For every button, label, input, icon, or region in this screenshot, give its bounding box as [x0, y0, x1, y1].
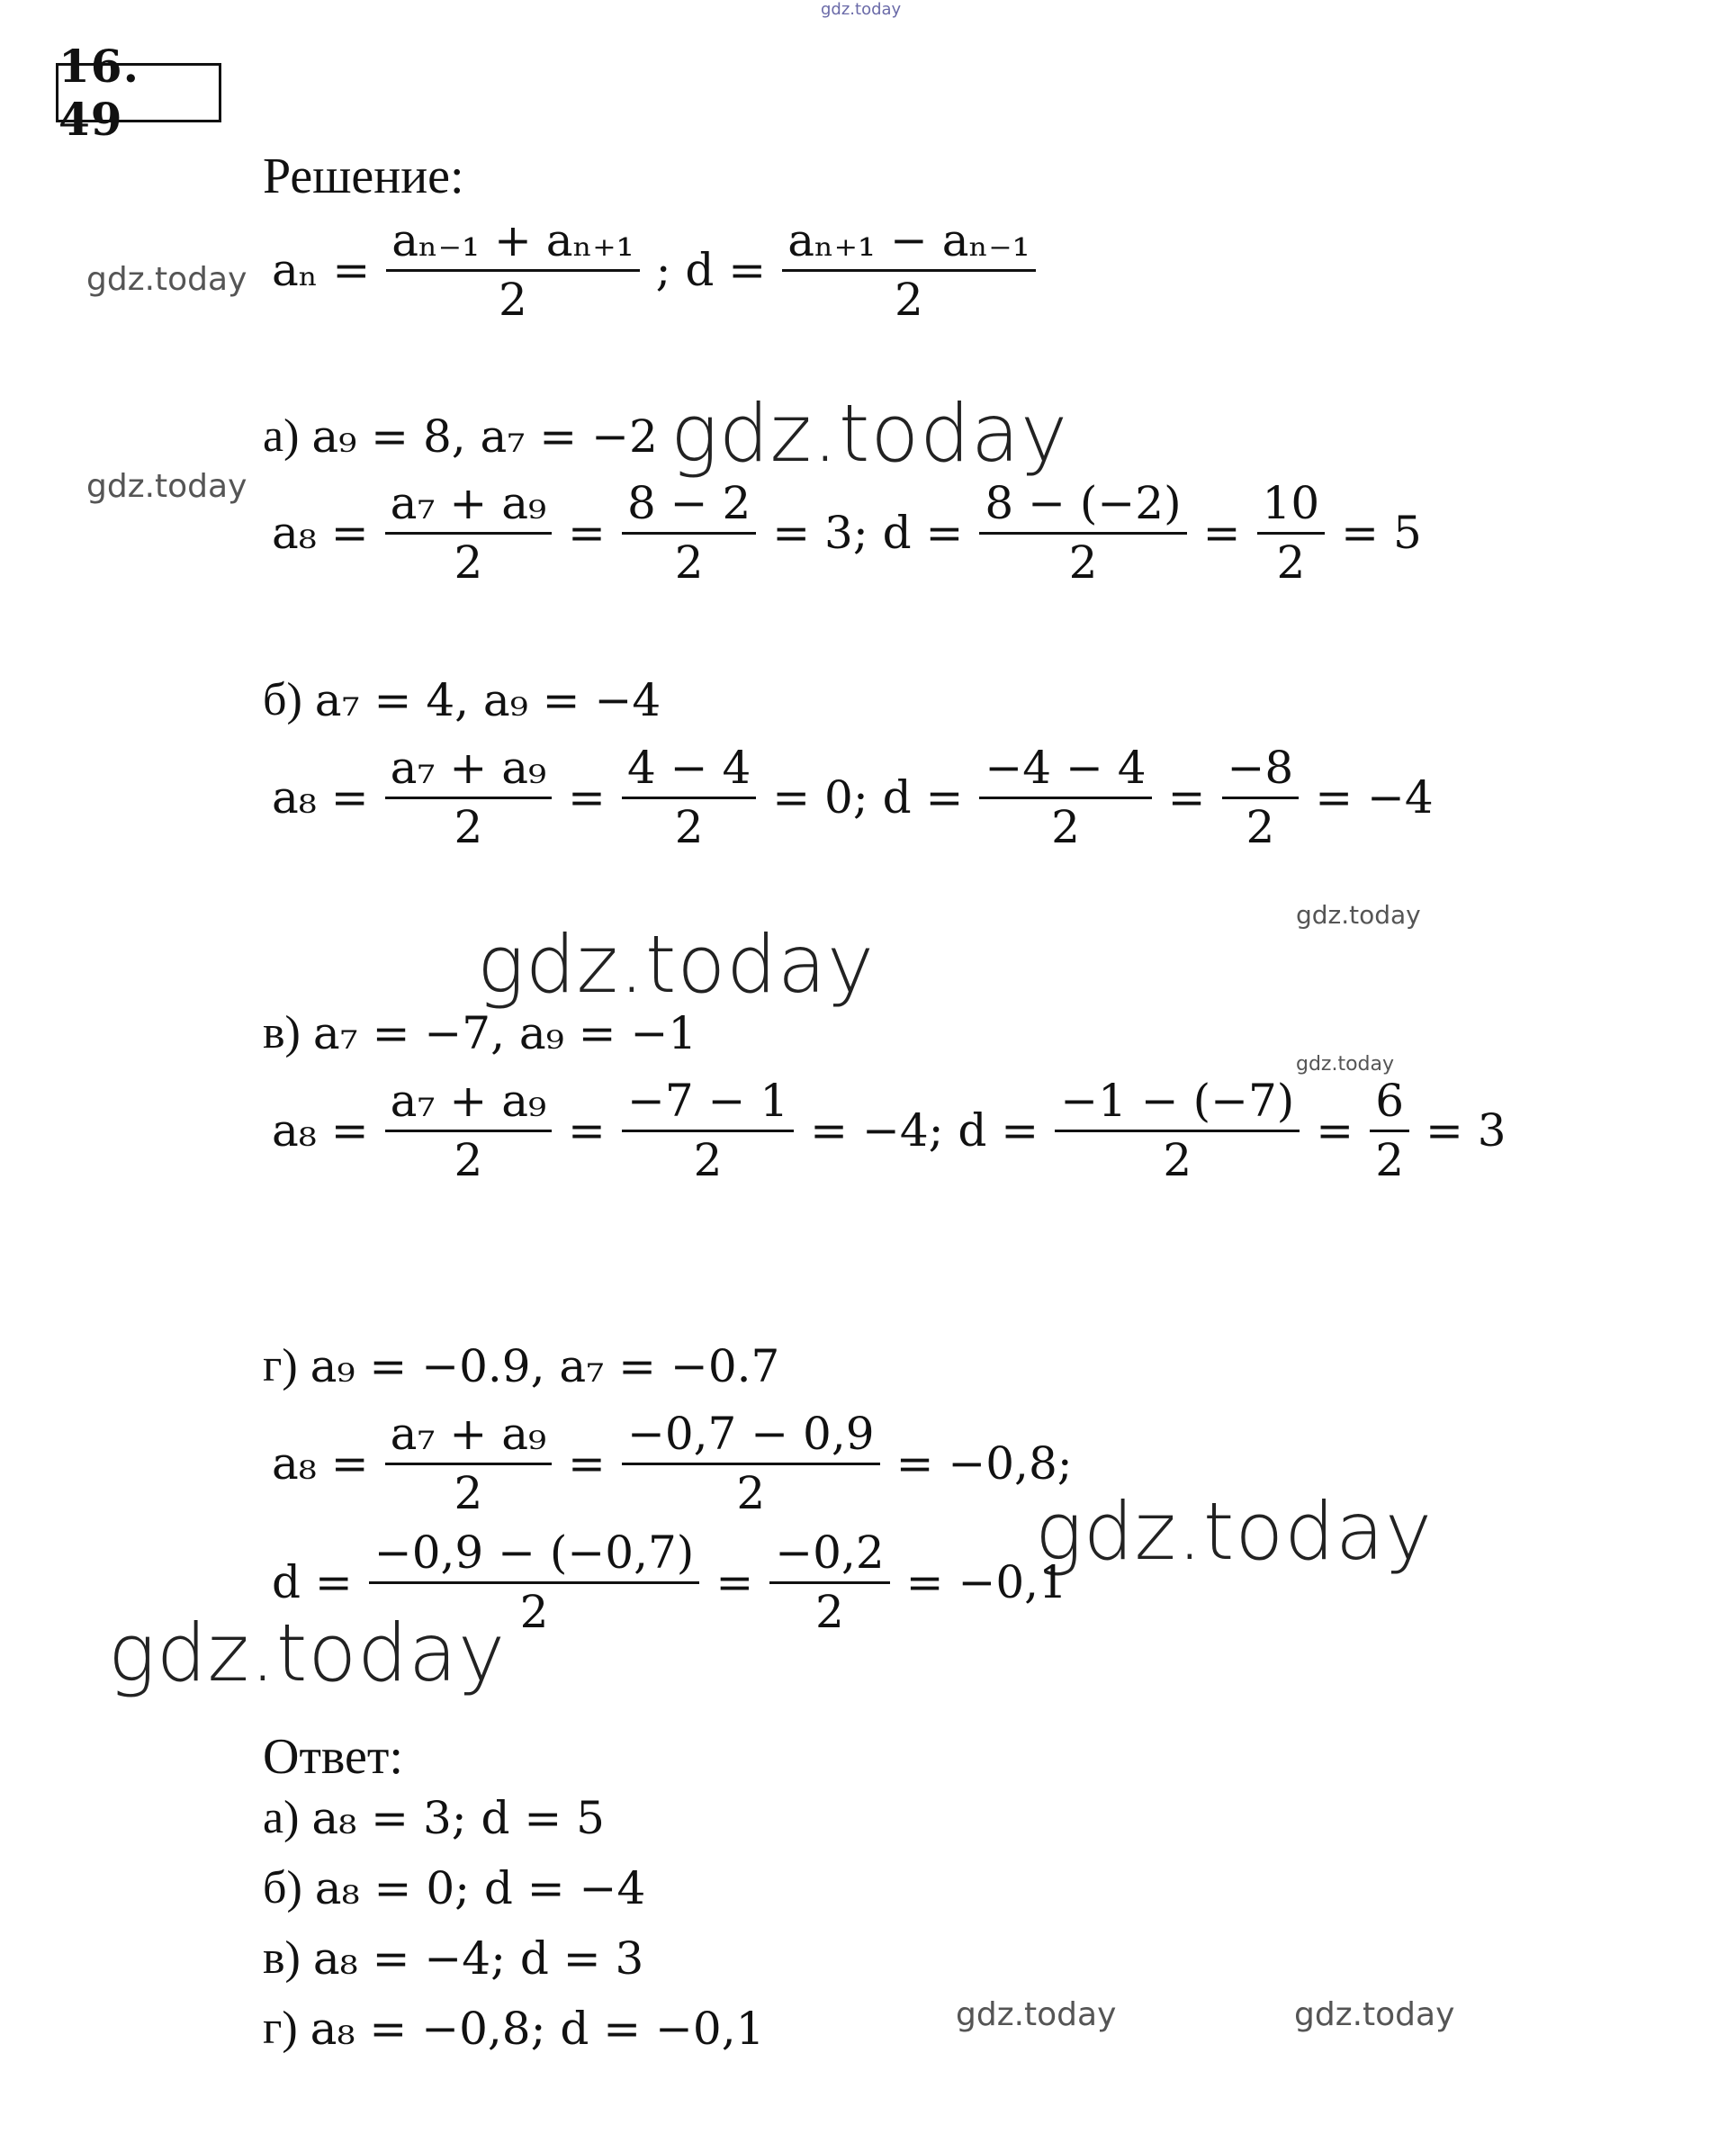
fraction-denominator: 2: [674, 536, 704, 589]
fraction-denominator: 2: [1246, 800, 1275, 853]
fraction-numerator: −7 − 1: [626, 1075, 789, 1127]
answer-line-g: [263, 2002, 764, 2055]
part-g-d-solution: [263, 1525, 1076, 1640]
watermark-bottom-2: gdz.today: [1294, 1996, 1455, 2033]
fraction: [369, 1525, 700, 1640]
fraction-numerator: aₙ₊₁ − aₙ₋₁: [787, 214, 1030, 266]
solution-heading: Решение:: [263, 149, 464, 204]
fraction-denominator: 2: [736, 1466, 766, 1519]
fraction-numerator: −0,7 − 0,9: [626, 1408, 875, 1460]
given-values: a₉ = −0.9, a₇ = −0.7: [310, 1339, 780, 1392]
equals: =: [1316, 1104, 1354, 1157]
fraction: [385, 1073, 552, 1188]
part-b-solution: [263, 740, 1443, 855]
fraction-denominator: 2: [454, 1466, 483, 1519]
a8-result-and-d: = 3; d =: [772, 507, 964, 559]
fraction-numerator: 4 − 4: [626, 742, 751, 794]
fraction-denominator: 2: [1051, 800, 1080, 853]
part-v-solution: [263, 1073, 1516, 1188]
part-label: б): [263, 674, 302, 725]
formula-fraction-an: [386, 212, 639, 328]
equals: =: [568, 771, 606, 824]
d-result: = −4: [1315, 771, 1434, 824]
d-result: = 5: [1341, 507, 1422, 559]
fraction: [1370, 1073, 1409, 1188]
fraction-denominator: 2: [454, 536, 483, 589]
watermark-left-1: gdz.today: [86, 261, 247, 298]
fraction-denominator: 2: [693, 1133, 723, 1186]
fraction-denominator: 2: [1375, 1133, 1405, 1186]
answer-label: в): [263, 1932, 301, 1984]
answer-line-a: [263, 1791, 605, 1844]
given-values: a₇ = −7, a₉ = −1: [312, 1006, 697, 1059]
answer-line-v: [263, 1931, 643, 1985]
fraction: [769, 1525, 889, 1640]
a8-lhs: a₈ =: [272, 507, 369, 559]
fraction: [622, 740, 756, 855]
watermark-top: gdz.today: [821, 0, 902, 19]
formula-fraction-d: [782, 212, 1035, 328]
d-result: = 3: [1426, 1104, 1507, 1157]
fraction-numerator: −0,9 − (−0,7): [373, 1526, 695, 1579]
answer-label: б): [263, 1862, 302, 1913]
fraction: [1222, 740, 1300, 855]
equals: =: [568, 1104, 606, 1157]
watermark-small-2: gdz.today: [1296, 1053, 1395, 1076]
fraction: [622, 1073, 794, 1188]
fraction-denominator: 2: [895, 273, 923, 326]
part-g-given: [263, 1339, 779, 1392]
fraction-numerator: a₇ + a₉: [390, 1075, 547, 1127]
watermark-large-1: gdz.today: [670, 387, 1069, 480]
general-formula: [263, 212, 1043, 328]
given-values: a₇ = 4, a₉ = −4: [314, 673, 661, 726]
part-b-given: [263, 673, 661, 726]
answer-text: a₈ = 0; d = −4: [314, 1861, 646, 1914]
fraction-numerator: a₇ + a₉: [390, 742, 547, 794]
fraction: [622, 475, 756, 590]
fraction-numerator: a₇ + a₉: [390, 1408, 547, 1460]
part-label: в): [263, 1007, 301, 1058]
fraction: [1257, 475, 1326, 590]
given-values: a₉ = 8, a₇ = −2: [311, 410, 658, 463]
fraction: [385, 740, 552, 855]
answer-line-b: [263, 1861, 645, 1914]
watermark-large-2: gdz.today: [477, 918, 876, 1011]
fraction-denominator: 2: [815, 1585, 844, 1638]
fraction-denominator: 2: [1276, 536, 1306, 589]
watermark-large-3: gdz.today: [1035, 1485, 1434, 1578]
part-v-given: [263, 1006, 697, 1059]
fraction-numerator: −0,2: [775, 1526, 885, 1579]
fraction-numerator: 8 − (−2): [985, 477, 1182, 529]
fraction-numerator: a₇ + a₉: [390, 477, 547, 529]
part-a-given: [263, 410, 658, 463]
fraction-denominator: 2: [499, 273, 527, 326]
fraction-denominator: 2: [674, 800, 704, 853]
part-a-solution: [263, 475, 1431, 590]
watermark-small-1: gdz.today: [1296, 900, 1421, 930]
part-label: а): [263, 410, 300, 462]
watermark-large-4: gdz.today: [108, 1607, 507, 1699]
fraction-numerator: 6: [1375, 1075, 1405, 1127]
fraction-denominator: 2: [454, 800, 483, 853]
fraction: [979, 740, 1151, 855]
watermark-left-2: gdz.today: [86, 468, 247, 505]
formula-separator: ; d =: [655, 244, 767, 296]
fraction-numerator: 10: [1262, 477, 1320, 529]
fraction-denominator: 2: [519, 1585, 549, 1638]
formula-lhs: aₙ =: [272, 244, 371, 296]
fraction: [385, 1406, 552, 1521]
fraction: [385, 475, 552, 590]
fraction-numerator: aₙ₋₁ + aₙ₊₁: [391, 214, 634, 266]
d-lhs: d =: [272, 1556, 353, 1608]
part-g-a8-solution: [263, 1406, 1082, 1521]
fraction-denominator: 2: [1163, 1133, 1192, 1186]
fraction-denominator: 2: [1068, 536, 1098, 589]
part-label: г): [263, 1340, 298, 1391]
problem-number: 16. 49: [56, 63, 221, 122]
fraction-numerator: −1 − (−7): [1060, 1075, 1295, 1127]
equals: =: [1202, 507, 1241, 559]
fraction-numerator: 8 − 2: [626, 477, 751, 529]
answer-text: a₈ = −4; d = 3: [312, 1931, 644, 1985]
watermark-bottom-1: gdz.today: [956, 1996, 1117, 2033]
equals: =: [568, 507, 606, 559]
fraction: [1055, 1073, 1300, 1188]
answer-text: a₈ = 3; d = 5: [311, 1791, 605, 1844]
d-result: = −0,1: [905, 1556, 1067, 1608]
fraction-numerator: −8: [1227, 742, 1294, 794]
fraction: [979, 475, 1186, 590]
equals: =: [568, 1437, 606, 1490]
a8-result: = −0,8;: [895, 1437, 1073, 1490]
answer-text: a₈ = −0,8; d = −0,1: [310, 2002, 765, 2055]
equals: =: [1167, 771, 1206, 824]
equals: =: [715, 1556, 754, 1608]
fraction: [622, 1406, 880, 1521]
answer-label: а): [263, 1792, 300, 1843]
answer-label: г): [263, 2003, 298, 2054]
a8-lhs: a₈ =: [272, 1104, 369, 1157]
fraction-numerator: −4 − 4: [985, 742, 1147, 794]
a8-lhs: a₈ =: [272, 1437, 369, 1490]
answer-heading: Ответ:: [263, 1729, 403, 1785]
a8-lhs: a₈ =: [272, 771, 369, 824]
a8-result-and-d: = 0; d =: [772, 771, 964, 824]
fraction-denominator: 2: [454, 1133, 483, 1186]
a8-result-and-d: = −4; d =: [810, 1104, 1039, 1157]
